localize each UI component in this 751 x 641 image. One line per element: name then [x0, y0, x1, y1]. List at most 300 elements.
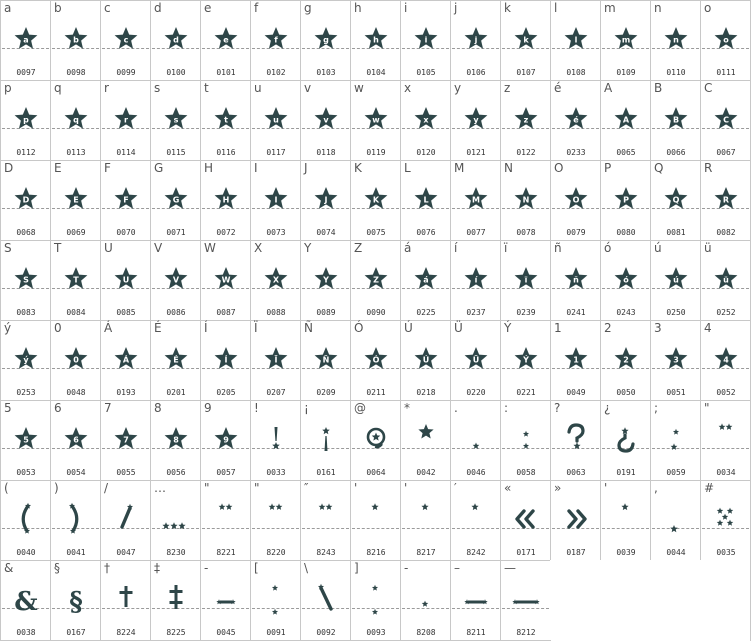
glyph-cell-character: b — [54, 1, 62, 15]
glyph-preview — [401, 81, 451, 147]
glyph-cell-code: 0067 — [716, 148, 736, 157]
star-letter: é — [573, 115, 579, 125]
glyph-cell-character: g — [304, 1, 312, 15]
glyph-cell-character: ; — [654, 401, 659, 415]
glyph-cell — [50, 80, 100, 160]
glyph-cell — [400, 480, 450, 560]
star-letter: z — [523, 115, 529, 125]
glyph-cell-code: 0035 — [716, 548, 736, 557]
glyph-cell-character: Í — [204, 321, 208, 335]
glyph-cell-code: 0082 — [716, 228, 736, 237]
glyph-preview — [351, 401, 401, 467]
glyph-cell — [150, 0, 200, 80]
glyph-cell-character: ú — [654, 241, 662, 255]
glyph-preview — [351, 241, 401, 307]
glyph-cell — [550, 400, 600, 480]
glyph-preview — [101, 561, 151, 627]
glyph-cell — [650, 160, 700, 240]
glyph-cell-character: G — [154, 161, 164, 175]
glyph-cell — [650, 240, 700, 320]
comma-star — [670, 525, 678, 532]
glyph-cell — [600, 80, 650, 160]
star-letter: t — [224, 115, 228, 125]
bracket-right-star-bottom — [372, 609, 378, 615]
glyph-cell — [0, 560, 50, 640]
glyph-cell-character: M — [454, 161, 465, 175]
glyph-cell-character: ý — [4, 321, 12, 335]
glyph-cell-character: u — [254, 81, 262, 95]
glyph-cell — [350, 160, 400, 240]
glyph-cell-code: 0239 — [516, 308, 536, 317]
quote-star-right — [326, 503, 333, 510]
glyph-cell — [500, 0, 550, 80]
glyph-cell-character: . — [454, 401, 458, 415]
endash-star-left — [464, 599, 469, 604]
glyph-preview — [101, 321, 151, 387]
glyph-cell-character: A — [604, 81, 613, 95]
glyph-preview — [51, 561, 101, 627]
glyph-cell-code: 8208 — [416, 628, 436, 637]
glyph-cell — [650, 80, 700, 160]
glyph-preview — [351, 81, 401, 147]
glyph-cell-code: 0100 — [166, 68, 186, 77]
glyph-cell-code: 0113 — [66, 148, 86, 157]
glyph-preview — [651, 1, 701, 67]
glyph-cell-character: 2 — [604, 321, 612, 335]
glyph-cell-character: 9 — [204, 401, 212, 415]
glyph-cell-code: 0092 — [316, 628, 336, 637]
star-letter: P — [623, 195, 629, 205]
glyph-cell-character: f — [254, 1, 259, 15]
glyph-preview — [201, 1, 251, 67]
glyph-preview — [301, 321, 351, 387]
glyph-preview — [201, 401, 251, 467]
glyph-cell-code: 8221 — [216, 548, 236, 557]
star-letter: n — [673, 35, 679, 45]
glyph-preview — [51, 401, 101, 467]
glyph-cell — [200, 320, 250, 400]
glyph-cell-character: X — [254, 241, 263, 255]
glyph-cell — [350, 480, 400, 560]
star-letter: 1 — [573, 355, 579, 365]
star-letter: Ü — [472, 355, 480, 365]
glyph-preview — [651, 401, 701, 467]
glyph-cell — [450, 480, 500, 560]
glyph-cell-character: " — [704, 401, 710, 415]
glyph-cell-character: S — [4, 241, 12, 255]
glyph-preview — [251, 241, 301, 307]
quote-star-left — [269, 503, 276, 510]
glyph-cell-code: 0052 — [716, 388, 736, 397]
glyph-cell — [200, 0, 250, 80]
star-letter: B — [672, 115, 680, 125]
glyph-cell — [300, 480, 350, 560]
glyph-cell — [0, 400, 50, 480]
glyph-cell-code: 0045 — [216, 628, 236, 637]
glyph-cell-character: B — [654, 81, 663, 95]
glyph-cell — [250, 560, 300, 640]
glyph-cell — [600, 240, 650, 320]
glyph-cell-character: U — [104, 241, 113, 255]
star-letter: Ñ — [322, 355, 330, 365]
star-letter: Ó — [372, 355, 380, 365]
glyph-preview — [601, 481, 651, 547]
star-letter: ü — [723, 275, 729, 285]
glyph-cell-character: , — [654, 481, 658, 495]
paren-right-arc — [72, 506, 77, 531]
star-letter: á — [423, 275, 429, 285]
glyph-cell — [400, 0, 450, 80]
glyph-cell-character: Q — [654, 161, 664, 175]
glyph-cell-character: " — [204, 481, 210, 495]
star-letter: Y — [323, 275, 329, 285]
glyph-cell-code: 0211 — [366, 388, 386, 397]
hash-star-3 — [722, 514, 728, 520]
glyph-cell — [500, 400, 550, 480]
star-letter: í — [474, 275, 478, 285]
star-letter: ó — [623, 275, 629, 285]
glyph-cell-code: 0066 — [666, 148, 686, 157]
glyph-cell — [250, 320, 300, 400]
glyph-preview — [201, 481, 251, 547]
glyph-cell-character: s — [154, 81, 161, 95]
semicolon-star-bottom — [671, 443, 678, 450]
glyph-cell-code: 0117 — [266, 148, 286, 157]
glyph-preview — [51, 161, 101, 227]
invexclam-dot-star — [322, 427, 330, 434]
glyph-cell — [300, 240, 350, 320]
glyph-cell-character: R — [704, 161, 713, 175]
glyph-cell-code: 0072 — [216, 228, 236, 237]
glyph-preview — [701, 401, 751, 467]
glyph-preview — [651, 321, 701, 387]
star-letter: ý — [23, 355, 29, 365]
glyph-preview — [201, 241, 251, 307]
star-letter: l — [574, 35, 578, 45]
glyph-preview — [651, 241, 701, 307]
glyph-cell-code: 0105 — [416, 68, 436, 77]
glyph-cell — [700, 160, 750, 240]
glyph-preview — [201, 161, 251, 227]
glyph-cell-code: 0074 — [316, 228, 336, 237]
star-letter: 8 — [173, 435, 179, 445]
glyph-cell — [50, 320, 100, 400]
glyph-preview — [51, 1, 101, 67]
glyph-cell — [650, 400, 700, 480]
glyph-cell-code: 0071 — [166, 228, 186, 237]
glyph-preview — [301, 81, 351, 147]
star-letter: T — [73, 275, 79, 285]
glyph-cell — [500, 320, 550, 400]
glyph-cell-character: z — [504, 81, 511, 95]
question-dot-star — [573, 442, 580, 449]
glyph-cell — [50, 160, 100, 240]
glyph-cell — [400, 240, 450, 320]
exclam-dot-star — [272, 442, 280, 449]
glyph-preview — [451, 481, 501, 547]
hyphen-star-right — [230, 599, 235, 604]
glyph-cell — [100, 560, 150, 640]
glyph-cell-code: 8243 — [316, 548, 336, 557]
colon-star-bottom — [523, 443, 529, 449]
star-letter: ú — [673, 275, 679, 285]
glyph-cell-character: o — [704, 1, 712, 15]
glyph-cell — [0, 320, 50, 400]
glyph-cell-character: Ó — [354, 321, 364, 335]
glyph-preview — [601, 401, 651, 467]
glyph-cell-code: 8216 — [366, 548, 386, 557]
glyph-cell-character: T — [54, 241, 62, 255]
star-letter: x — [423, 115, 429, 125]
glyph-cell — [500, 480, 550, 560]
glyph-cell-code: 0087 — [216, 308, 236, 317]
glyph-preview — [301, 241, 351, 307]
glyph-cell-character: c — [104, 1, 111, 15]
glyph-cell-code: 0055 — [116, 468, 136, 477]
glyph-cell-character: L — [404, 161, 411, 175]
glyph-cell-code: 8230 — [166, 548, 186, 557]
glyph-cell-character: r — [104, 81, 109, 95]
glyph-cell — [0, 80, 50, 160]
star-letter: ñ — [573, 275, 579, 285]
glyph-cell — [50, 0, 100, 80]
glyph-cell — [150, 480, 200, 560]
glyph-preview — [701, 81, 751, 147]
glyph-cell-character: Ñ — [304, 321, 313, 335]
glyph-cell — [700, 320, 750, 400]
glyph-cell-character: I — [254, 161, 258, 175]
glyph-cell-code: 8217 — [416, 548, 436, 557]
glyph-cell-code: 0243 — [616, 308, 636, 317]
hyphen-star-left — [216, 599, 221, 604]
glyph-cell-code: 0253 — [16, 388, 36, 397]
star-letter: F — [123, 195, 129, 205]
glyph-cell-code: 0069 — [66, 228, 86, 237]
quote-star-left — [719, 423, 726, 430]
asterisk-star — [418, 424, 433, 438]
glyph-cell-character: É — [154, 321, 162, 335]
glyph-preview — [451, 241, 501, 307]
glyph-cell — [350, 400, 400, 480]
glyph-character: & — [14, 587, 38, 617]
star-letter: O — [572, 195, 580, 205]
glyph-cell-character: F — [104, 161, 111, 175]
glyph-preview — [401, 241, 451, 307]
star-letter: Ý — [523, 355, 529, 365]
star-letter: 6 — [73, 435, 79, 445]
star-letter: A — [622, 115, 630, 125]
glyph-cell-code: 0220 — [466, 388, 486, 397]
glyph-preview — [451, 1, 501, 67]
glyph-cell-code: 0077 — [466, 228, 486, 237]
glyph-cell — [550, 0, 600, 80]
glyph-cell — [600, 0, 650, 80]
glyph-cell-code: 0084 — [66, 308, 86, 317]
glyph-cell — [450, 80, 500, 160]
emdash-star-right — [534, 599, 539, 604]
glyph-preview — [301, 401, 351, 467]
glyph-cell — [700, 240, 750, 320]
glyph-preview — [301, 561, 351, 627]
glyph-cell-character: Ï — [254, 321, 258, 335]
star-letter: 2 — [623, 355, 629, 365]
glyph-cell-character: v — [304, 81, 312, 95]
glyph-cell-character: 0 — [54, 321, 62, 335]
star-letter: h — [373, 35, 379, 45]
glyph-cell — [550, 160, 600, 240]
glyph-preview — [551, 1, 601, 67]
glyph-cell — [400, 560, 450, 640]
glyph-preview — [251, 561, 301, 627]
glyph-cell — [450, 240, 500, 320]
glyph-cell-character: ) — [54, 481, 59, 495]
glyph-cell — [400, 160, 450, 240]
star-letter: V — [172, 275, 180, 285]
glyph-cell-character: W — [204, 241, 216, 255]
glyph-cell — [550, 320, 600, 400]
glyph-cell-code: 0089 — [316, 308, 336, 317]
glyph-cell-code: 0034 — [716, 468, 736, 477]
glyph-cell-character: K — [354, 161, 362, 175]
single-quote-star — [471, 503, 478, 510]
glyph-character: § — [69, 587, 83, 617]
glyph-preview — [201, 321, 251, 387]
glyph-cell-character: Ú — [404, 321, 413, 335]
glyph-cell-character: ¡ — [304, 401, 309, 415]
glyph-cell-character: i — [404, 1, 408, 15]
glyph-preview — [401, 561, 451, 627]
glyph-cell-character: Ý — [504, 321, 512, 335]
glyph-cell-character: H — [204, 161, 214, 175]
glyph-cell-code: 0049 — [566, 388, 586, 397]
star-letter: X — [272, 275, 280, 285]
glyph-cell — [250, 160, 300, 240]
glyph-cell-character: * — [404, 401, 410, 415]
glyph-cell-character: ″ — [304, 481, 309, 495]
glyph-cell-character: " — [254, 481, 260, 495]
glyph-cell-character: E — [54, 161, 62, 175]
glyph-preview — [451, 81, 501, 147]
glyph-preview — [501, 1, 551, 67]
glyph-cell — [150, 320, 200, 400]
glyph-cell-code: 0078 — [516, 228, 536, 237]
glyph-cell — [100, 480, 150, 560]
glyph-preview — [351, 1, 401, 67]
glyph-cell-code: 0209 — [316, 388, 336, 397]
star-letter: C — [723, 115, 729, 125]
glyph-preview — [151, 161, 201, 227]
glyph-cell — [50, 480, 100, 560]
glyph-cell-code: 0111 — [716, 68, 736, 77]
bracket-left-star-bottom — [272, 609, 278, 615]
star-letter: d — [173, 35, 179, 45]
star-letter: É — [173, 355, 179, 365]
star-letter: E — [73, 195, 79, 205]
glyph-preview — [501, 401, 551, 467]
glyph-cell — [200, 240, 250, 320]
quote-star-left — [319, 503, 326, 510]
single-quote-star — [371, 503, 378, 510]
glyph-cell-code: 0048 — [66, 388, 86, 397]
glyph-cell — [500, 80, 550, 160]
glyph-preview — [351, 481, 401, 547]
glyph-preview — [551, 401, 601, 467]
glyph-cell — [350, 560, 400, 640]
glyph-preview — [51, 321, 101, 387]
glyph-cell-character: Ü — [454, 321, 463, 335]
glyph-cell-character: x — [404, 81, 412, 95]
glyph-cell-character: ü — [704, 241, 712, 255]
glyph-cell-character: N — [504, 161, 513, 175]
star-letter: N — [522, 195, 530, 205]
glyph-cell-character: 8 — [154, 401, 162, 415]
glyph-cell-code: 0218 — [416, 388, 436, 397]
glyph-preview — [1, 241, 51, 307]
glyph-cell — [100, 320, 150, 400]
glyph-cell — [550, 480, 600, 560]
star-letter: J — [324, 195, 328, 205]
glyph-preview — [551, 481, 601, 547]
glyph-cell — [400, 400, 450, 480]
glyph-cell — [400, 80, 450, 160]
glyph-preview — [701, 481, 751, 547]
glyph-cell — [250, 400, 300, 480]
glyph-preview — [451, 401, 501, 467]
glyph-preview — [351, 161, 401, 227]
glyph-cell — [150, 240, 200, 320]
invquestion-dot-star — [621, 427, 628, 434]
glyph-cell-code: 0122 — [516, 148, 536, 157]
glyph-preview — [451, 161, 501, 227]
glyph-preview — [501, 561, 551, 627]
glyph-cell-character: 4 — [704, 321, 712, 335]
glyph-cell-code: 0115 — [166, 148, 186, 157]
glyph-cell-code: 0114 — [116, 148, 136, 157]
quote-star-right — [726, 423, 733, 430]
glyph-cell — [50, 240, 100, 320]
glyph-cell-code: 8211 — [466, 628, 486, 637]
glyph-cell-code: 0104 — [366, 68, 386, 77]
glyph-preview — [201, 561, 251, 627]
glyph-cell-code: 0237 — [466, 308, 486, 317]
glyph-preview — [701, 321, 751, 387]
glyph-preview — [551, 161, 601, 227]
glyph-cell — [700, 480, 750, 560]
glyph-cell-character: ] — [354, 561, 359, 575]
glyph-cell-code: 0039 — [616, 548, 636, 557]
glyph-preview — [151, 241, 201, 307]
glyph-cell-code: 0103 — [316, 68, 336, 77]
glyph-cell-code: 0075 — [366, 228, 386, 237]
double-dagger-shape — [170, 585, 183, 609]
period-star — [473, 443, 480, 449]
glyph-cell — [300, 0, 350, 80]
glyph-cell-code: 0193 — [116, 388, 136, 397]
glyph-preview — [651, 81, 701, 147]
glyph-preview — [301, 481, 351, 547]
glyph-cell-character: & — [4, 561, 14, 575]
glyph-cell-code: 8212 — [516, 628, 536, 637]
star-letter: 7 — [123, 435, 129, 445]
glyph-cell-character: d — [154, 1, 162, 15]
glyph-cell-character: ‐ — [404, 561, 409, 575]
glyph-preview — [1, 81, 51, 147]
glyph-preview — [251, 1, 301, 67]
glyph-preview — [601, 1, 651, 67]
glyph-cell-code: 0205 — [216, 388, 236, 397]
glyph-cell-character: C — [704, 81, 713, 95]
glyph-cell — [100, 80, 150, 160]
